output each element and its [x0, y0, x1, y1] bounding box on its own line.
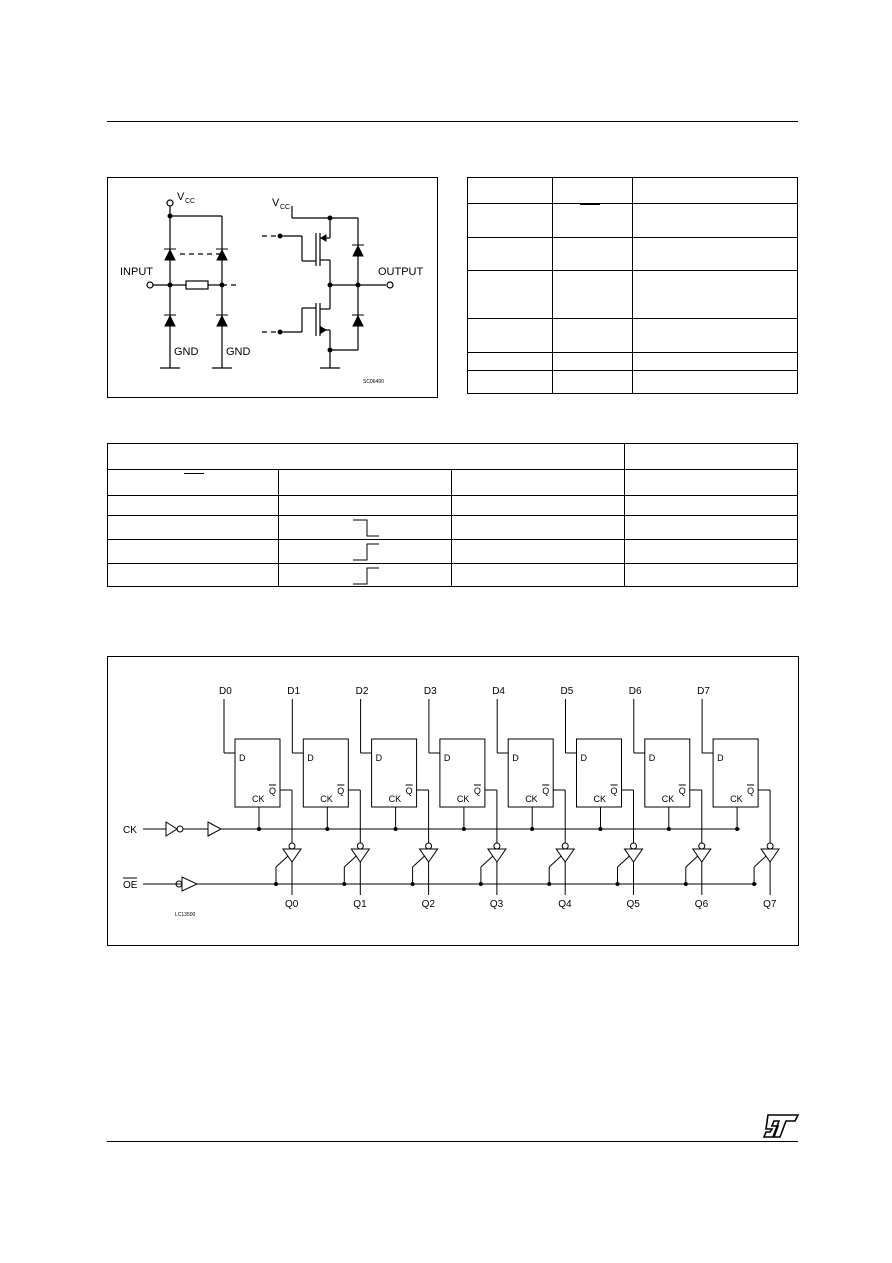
- ff-ck-label-4: CK: [525, 794, 538, 804]
- ff-d-label-1: D: [307, 753, 314, 763]
- oe-junction-6: [684, 882, 688, 886]
- io-circuit-code: SC06490: [363, 379, 384, 385]
- q-output-label-6: Q6: [694, 899, 709, 910]
- output-buffer-icon-0: [283, 849, 301, 862]
- vcc-sub-left: CC: [185, 198, 196, 205]
- ck-junction-7: [735, 827, 739, 831]
- ck-junction-4: [530, 827, 534, 831]
- ff-ck-label-1: CK: [320, 794, 333, 804]
- oe-enable-stub-0: [276, 856, 288, 867]
- d-input-label-4: D4: [492, 686, 505, 697]
- footer-rule: [107, 1141, 798, 1142]
- io-circuit-svg: [108, 178, 437, 397]
- rising-edge-icon-2: [351, 566, 381, 586]
- out-bubble-5: [631, 843, 637, 849]
- out-bubble-3: [494, 843, 500, 849]
- oe-enable-stub-2: [413, 856, 425, 867]
- oe-enable-stub-5: [618, 856, 630, 867]
- pin-description-table: [467, 177, 798, 394]
- io-equivalent-circuit: [107, 177, 438, 398]
- ff-qbar-label-6: Q: [678, 786, 686, 796]
- ck-junction-3: [462, 827, 466, 831]
- gnd-label-2: GND: [226, 346, 251, 358]
- d-input-label-7: D7: [697, 686, 710, 697]
- output-buffer-icon-4: [556, 849, 574, 862]
- ff-d-label-0: D: [239, 753, 246, 763]
- oe-junction-0: [274, 882, 278, 886]
- ff-ck-label-6: CK: [661, 794, 675, 804]
- falling-edge-icon: [351, 518, 381, 538]
- st-logo-icon: [762, 1113, 800, 1139]
- q-output-label-5: Q5: [626, 899, 640, 910]
- ff-ck-label-0: CK: [252, 794, 265, 804]
- ck-junction-2: [394, 827, 398, 831]
- gnd-label-1: GND: [174, 346, 199, 358]
- d-input-label-6: D6: [628, 686, 642, 697]
- oe-junction-4: [547, 882, 551, 886]
- oe-enable-stub-6: [686, 856, 698, 867]
- ck-junction-0: [257, 827, 261, 831]
- output-buffer-icon-3: [488, 849, 506, 862]
- rising-edge-icon: [351, 542, 381, 562]
- ck-input-label: CK: [123, 825, 137, 836]
- vcc-label-right: V: [272, 197, 280, 209]
- oe-junction-7: [752, 882, 756, 886]
- out-bubble-4: [562, 843, 568, 849]
- oe-input-label: OE: [123, 880, 138, 891]
- output-buffer-icon-1: [351, 849, 369, 862]
- output-buffer-icon-2: [420, 849, 438, 862]
- q-output-label-2: Q2: [421, 899, 435, 910]
- truth-table: [107, 443, 798, 587]
- ff-qbar-label-0: Q: [269, 786, 277, 796]
- oe-junction-3: [479, 882, 483, 886]
- ff-ck-label-5: CK: [593, 794, 607, 804]
- d-input-label-2: D2: [355, 686, 369, 697]
- q-output-label-3: Q3: [489, 899, 504, 910]
- q-output-label-1: Q1: [353, 899, 367, 910]
- ff-qbar-label-7: Q: [747, 786, 755, 796]
- d-input-label-3: D3: [423, 686, 437, 697]
- oe-junction-5: [616, 882, 620, 886]
- ff-ck-label-2: CK: [388, 794, 402, 804]
- oe-junction-2: [411, 882, 415, 886]
- oe-enable-stub-1: [344, 856, 356, 867]
- header-rule: [107, 121, 798, 122]
- ck-junction-5: [599, 827, 603, 831]
- oe-junction-1: [342, 882, 346, 886]
- ff-d-label-7: D: [717, 753, 724, 763]
- q-output-label-4: Q4: [558, 899, 572, 910]
- ff-d-label-5: D: [580, 753, 587, 763]
- oe-enable-stub-3: [481, 856, 493, 867]
- out-bubble-1: [357, 843, 363, 849]
- ck-junction-1: [325, 827, 329, 831]
- ff-qbar-label-2: Q: [405, 786, 413, 796]
- q-output-label-7: Q7: [763, 899, 777, 910]
- output-buffer-icon-6: [693, 849, 711, 862]
- d-input-label-1: D1: [287, 686, 301, 697]
- ff-qbar-label-4: Q: [542, 786, 550, 796]
- out-bubble-7: [767, 843, 773, 849]
- d-input-label-0: D0: [219, 686, 232, 697]
- vcc-sub-right: CC: [280, 204, 291, 211]
- output-buffer-icon-7: [761, 849, 779, 862]
- ff-ck-label-7: CK: [730, 794, 743, 804]
- ff-qbar-label-3: Q: [473, 786, 481, 796]
- logic-diagram-code: LC13500: [175, 912, 196, 918]
- out-bubble-6: [699, 843, 705, 849]
- logic-diagram: [107, 656, 799, 946]
- output-buffer-icon-5: [625, 849, 643, 862]
- ff-d-label-2: D: [375, 753, 383, 763]
- ff-d-label-6: D: [648, 753, 656, 763]
- q-output-label-0: Q0: [285, 899, 299, 910]
- ff-qbar-label-1: Q: [337, 786, 345, 796]
- ck-junction-6: [667, 827, 671, 831]
- out-bubble-0: [289, 843, 295, 849]
- d-input-label-5: D5: [560, 686, 574, 697]
- input-label: INPUT: [120, 266, 153, 278]
- oe-enable-stub-4: [549, 856, 561, 867]
- output-label: OUTPUT: [378, 266, 424, 278]
- ff-d-label-3: D: [443, 753, 451, 763]
- oe-enable-stub-7: [754, 856, 766, 867]
- out-bubble-2: [426, 843, 432, 849]
- ff-d-label-4: D: [512, 753, 519, 763]
- vcc-label-left: V: [177, 191, 185, 203]
- ff-qbar-label-5: Q: [610, 786, 618, 796]
- logic-diagram-svg: [108, 657, 798, 945]
- ff-ck-label-3: CK: [456, 794, 470, 804]
